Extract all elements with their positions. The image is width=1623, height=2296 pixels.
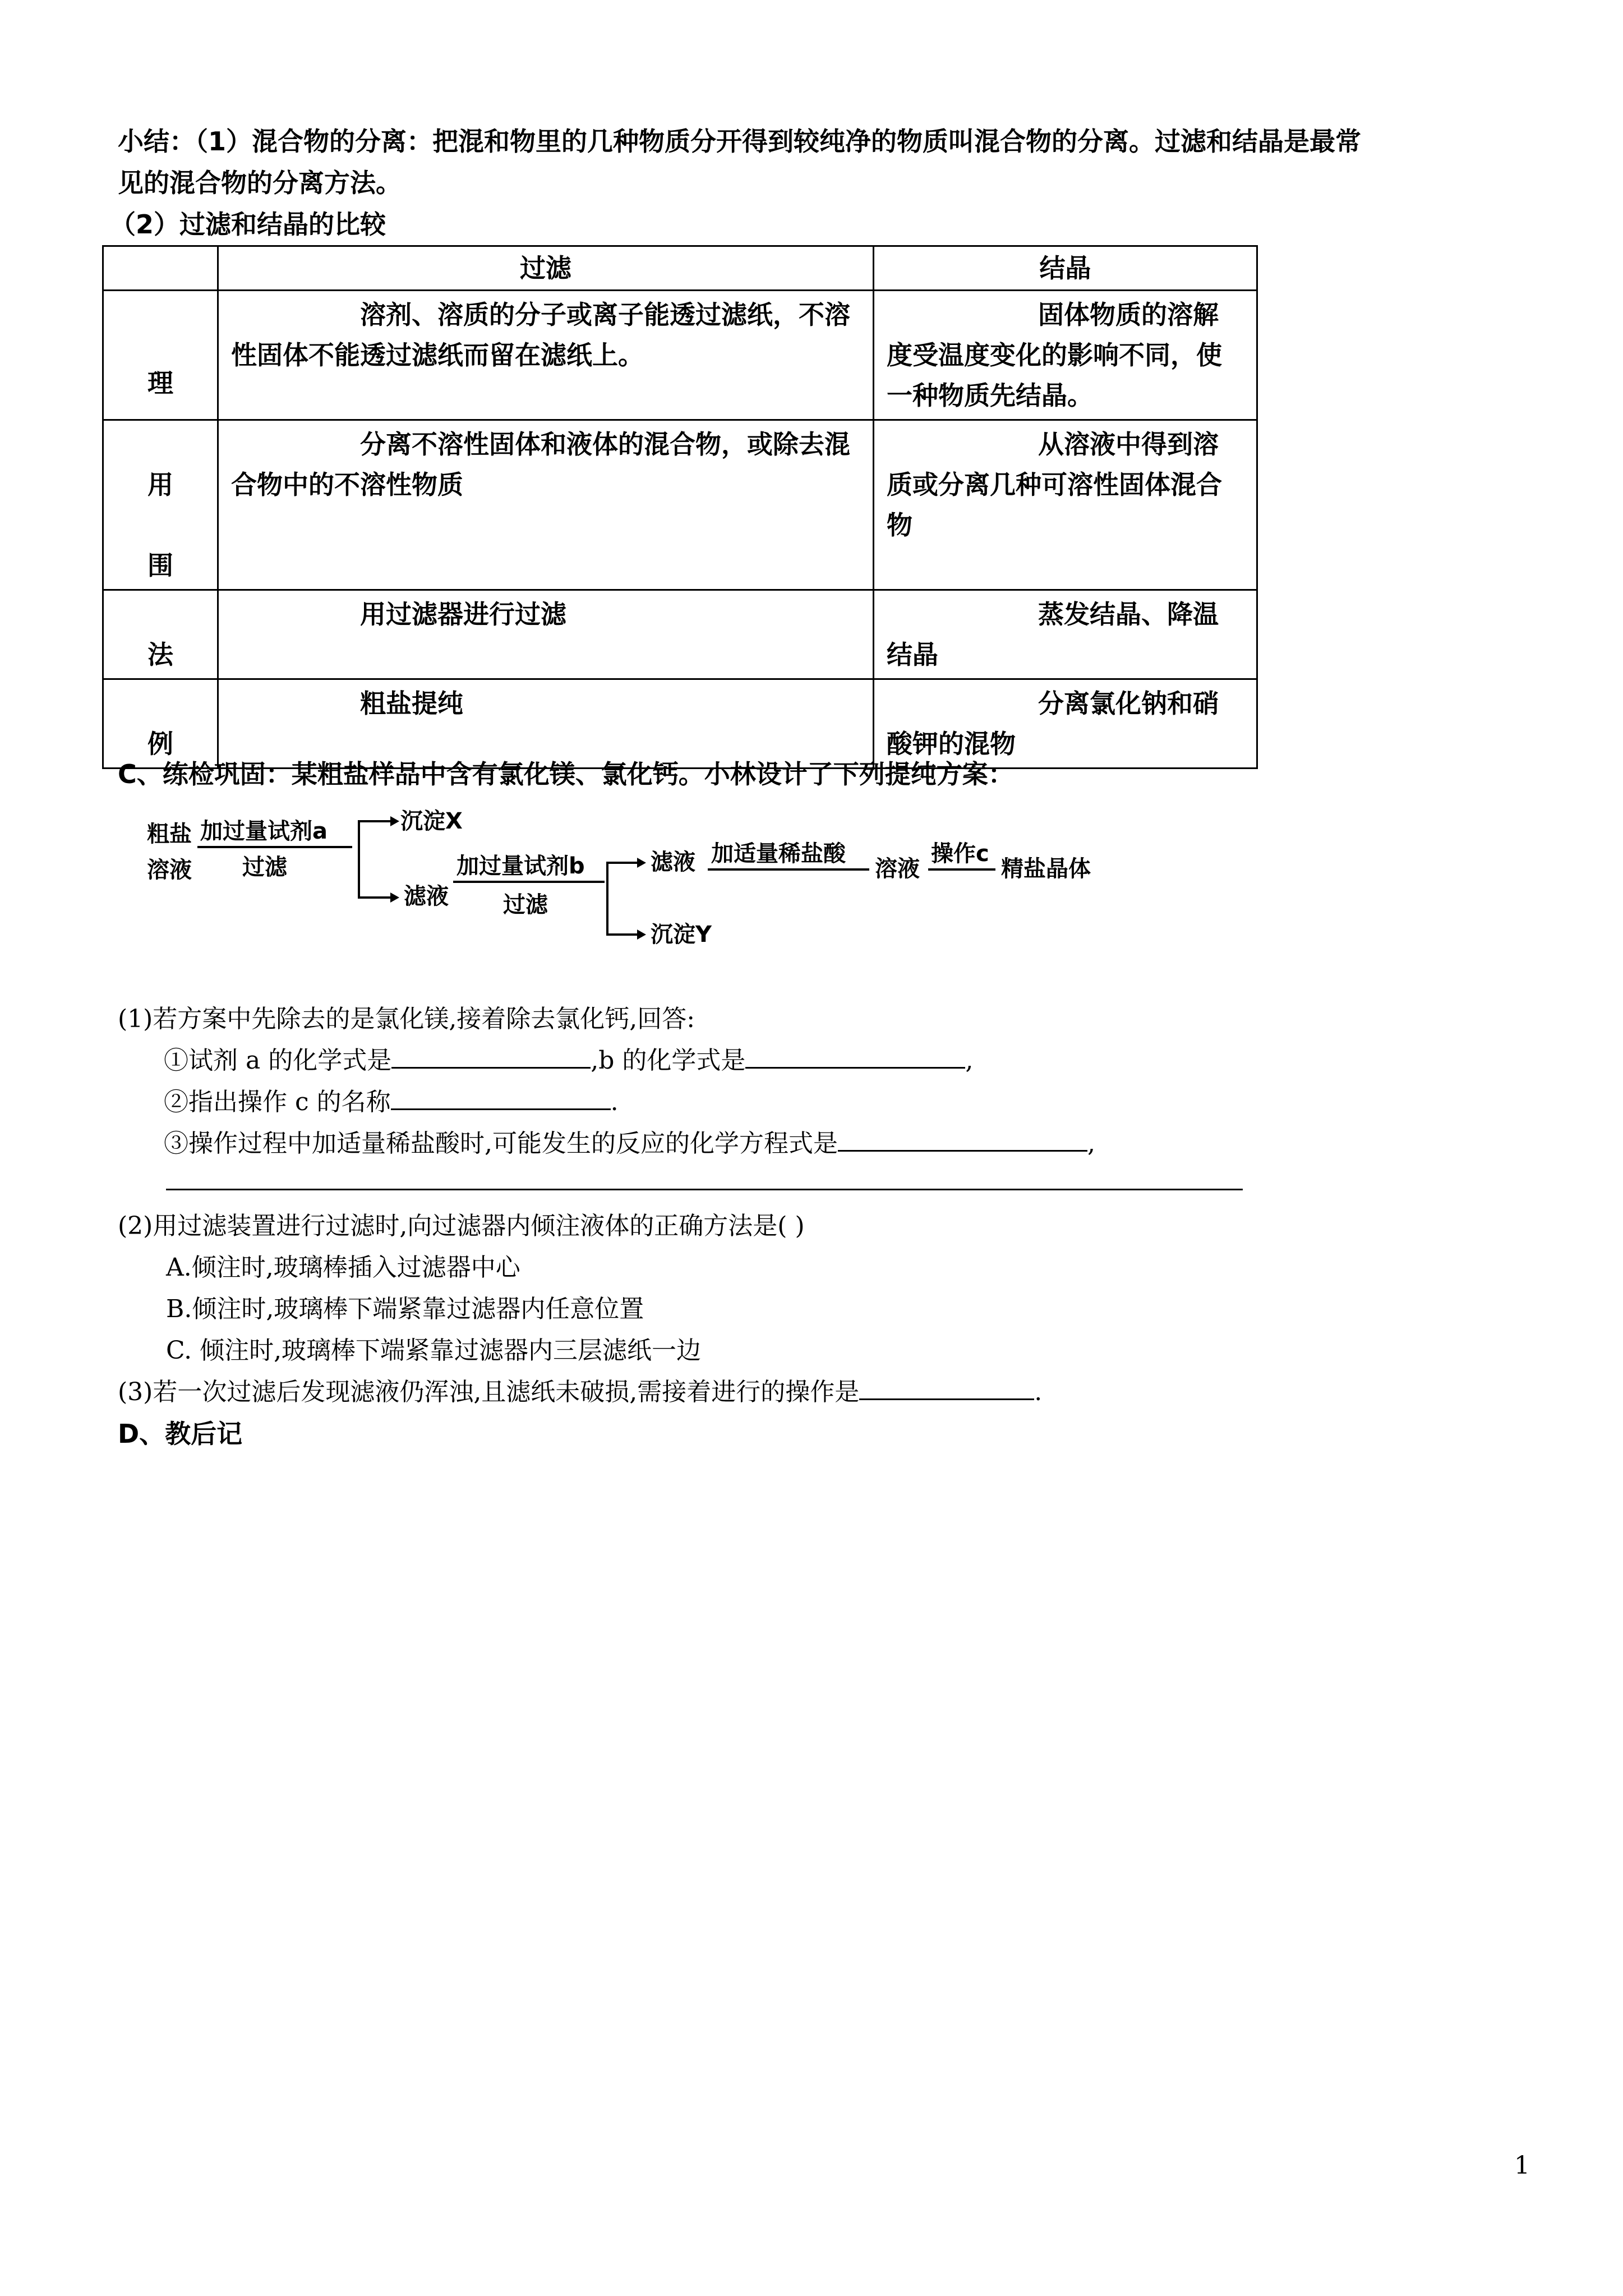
flow-precipitate-x: 沉淀X [400,808,463,834]
row-label-example: 例 [103,679,218,769]
flow-step2-reagent: 加过量试剂b [457,853,585,879]
summary-line-2: 见的混合物的分离方法。 [118,168,402,198]
question-3-text-b: . [1034,1378,1043,1406]
exercise-title: C、练检巩固：某粗盐样品中含有氯化镁、氯化钙。小林设计了下列提纯方案： [118,759,1014,789]
cell-filtration-example: 粗盐提纯 [218,679,874,769]
notes-title: D、教后记 [118,1419,243,1449]
question-1-2 [164,1082,619,1122]
table-header-filtration: 过滤 [218,246,874,291]
flow-filtrate-2: 滤液 [651,849,695,875]
flow-filtrate-1: 滤液 [404,884,449,909]
flow-precipitate-y: 沉淀Y [651,922,712,947]
summary-line-3: （2）过滤和结晶的比较 [110,209,386,240]
flow-step3-acid: 加适量稀盐酸 [711,841,846,867]
cell-filtration-principle: 溶剂、溶质的分子或离子能透过滤纸，不溶性固体不能透过滤纸而留在滤纸上。 [218,291,874,420]
flow-step2-filter: 过滤 [503,892,548,918]
question-1-3 [164,1124,1095,1164]
answer-blank-equation-1[interactable] [838,1128,1087,1152]
question-1-1-text-c: , [965,1046,974,1075]
flow-step1-filter: 过滤 [242,854,287,880]
question-1-1-text-a: ①试剂 a 的化学式是 [164,1046,392,1075]
question-2: (2)用过滤装置进行过滤时,向过滤器内倾注液体的正确方法是( ) [118,1212,805,1240]
question-2-option-c: C. 倾注时,玻璃棒下端紧靠过滤器内三层滤纸一边 [166,1336,702,1365]
question-3 [118,1372,1042,1412]
row-label-principle: 理 [103,291,218,420]
row-label-scope-top: 用 [147,470,173,500]
answer-blank-operation-c[interactable] [391,1086,611,1110]
answer-blank-equation-2[interactable] [166,1189,1243,1190]
flow-solution: 溶液 [875,856,920,882]
question-2-option-b: B.倾注时,玻璃棒下端紧靠过滤器内任意位置 [166,1295,644,1323]
flow-step1-reagent: 加过量试剂a [200,818,328,844]
cell-crystallization-method: 蒸发结晶、降温结晶 [874,590,1257,679]
question-1-3-text-b: , [1087,1129,1095,1158]
question-1-2-text-b: . [610,1088,619,1116]
page-number: 1 [1514,2151,1530,2180]
cell-crystallization-example: 分离氯化钠和硝酸钾的混物 [874,679,1257,769]
summary-line-1: 小结：（1）混合物的分离：把混和物里的几种物质分开得到较纯净的物质叫混合物的分离。过滤和结晶是最常 [118,126,1362,157]
flow-start-bottom: 溶液 [147,857,192,883]
question-1-1 [164,1041,973,1081]
answer-blank-next-operation[interactable] [859,1376,1034,1400]
flow-start-top: 粗盐 [147,821,192,847]
question-3-text-a: (3)若一次过滤后发现滤液仍浑浊,且滤纸未破损,需接着进行的操作是 [118,1378,860,1406]
question-1: (1)若方案中先除去的是氯化镁,接着除去氯化钙,回答: [118,1005,695,1033]
row-label-scope-bottom: 围 [147,550,173,581]
row-label-method: 法 [103,590,218,679]
question-1-1-text-b: ,b 的化学式是 [591,1046,746,1075]
answer-blank-reagent-a[interactable] [391,1045,591,1069]
cell-crystallization-principle: 固体物质的溶解度受温度变化的影响不同，使一种物质先结晶。 [874,291,1257,420]
answer-blank-reagent-b[interactable] [745,1045,965,1069]
table-header-crystallization: 结晶 [874,246,1257,291]
question-1-3-text-a: ③操作过程中加适量稀盐酸时,可能发生的反应的化学方程式是 [164,1129,838,1158]
question-1-2-text-a: ②指出操作 c 的名称 [164,1088,391,1116]
flow-product: 精盐晶体 [1001,856,1091,882]
cell-crystallization-scope: 从溶液中得到溶质或分离几种可溶性固体混合物 [874,420,1257,590]
cell-filtration-method: 用过滤器进行过滤 [218,590,874,679]
question-2-option-a: A.倾注时,玻璃棒插入过滤器中心 [166,1253,520,1282]
flow-step4-operation: 操作c [931,841,989,867]
cell-filtration-scope: 分离不溶性固体和液体的混合物，或除去混合物中的不溶性物质 [218,420,874,590]
